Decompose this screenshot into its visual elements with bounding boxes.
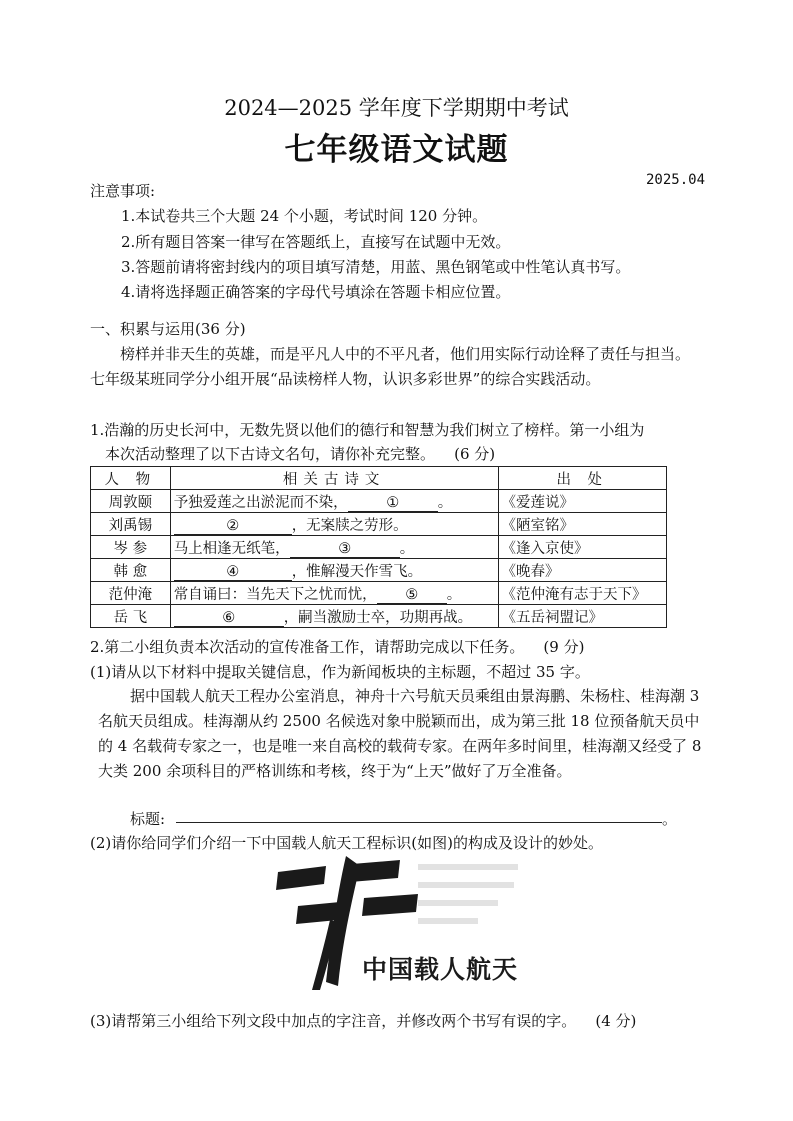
source-cell: 《陋室铭》 xyxy=(498,513,666,536)
answer-blank[interactable]: ④ xyxy=(174,564,292,581)
table-row xyxy=(91,490,667,513)
question-2-sub2: (2)请你给同学们介绍一下中国载人航天工程标识(如图)的构成及设计的妙处。 xyxy=(90,834,603,852)
person-cell: 韩 愈 xyxy=(91,559,171,582)
question-3-line: (3)请帮第三小组给下列文段中加点的字注音，并修改两个书写有误的字。 (4 分) xyxy=(90,1012,637,1030)
space-program-logo-figure xyxy=(268,850,526,992)
table-row xyxy=(91,559,667,582)
source-cell: 《爱莲说》 xyxy=(498,490,666,513)
poem-table xyxy=(90,466,667,628)
question-1-line2: 本次活动整理了以下古诗文名句，请你补充完整。 (6 分) xyxy=(105,445,496,463)
question-1-line1: 1.浩瀚的历史长河中，无数先贤以他们的德行和智慧为我们树立了榜样。第一小组为 xyxy=(90,421,645,439)
source-cell: 《晚春》 xyxy=(498,559,666,582)
notice-item: 4.请将选择题正确答案的字母代号填涂在答题卡相应位置。 xyxy=(121,283,511,301)
poem-cell: ④ ，惟解漫天作雪飞。 xyxy=(170,559,498,582)
poem-cell: ② ，无案牍之劳形。 xyxy=(170,513,498,536)
table-row xyxy=(91,605,667,628)
table-row xyxy=(91,582,667,605)
question-score: (4 分) xyxy=(595,1012,637,1030)
poem-cell: 马上相逢无纸笔， ③ 。 xyxy=(170,536,498,559)
section-heading: 一、积累与运用(36 分) xyxy=(90,320,246,338)
exam-title: 七年级语文试题 xyxy=(284,132,509,168)
section-intro: 榜样并非天生的英雄，而是平凡人中的不平凡者，他们用实际行动诠释了责任与担当。七年级某班同学分小组开展“品读榜样人物，认识多彩世界”的综合实践活动。 xyxy=(90,345,691,388)
question-2-line: 2.第二小组负责本次活动的宣传准备工作，请帮助完成以下任务。 (9 分) xyxy=(90,638,585,656)
logo-caption: 中国载人航天 xyxy=(362,955,519,984)
notice-item: 2.所有题目答案一律写在答题纸上，直接写在试题中无效。 xyxy=(121,233,511,251)
table-row xyxy=(91,513,667,536)
question-2-sub1: (1)请从以下材料中提取关键信息，作为新闻板块的主标题，不超过 35 字。 xyxy=(90,663,590,681)
source-cell: 《五岳祠盟记》 xyxy=(498,605,666,628)
answer-blank[interactable]: ⑥ xyxy=(174,610,284,627)
table-header-row xyxy=(91,467,667,490)
person-cell: 周敦颐 xyxy=(91,490,171,513)
poem-cell: 常自诵曰：当先天下之忧而忧， ⑤ 。 xyxy=(170,582,498,605)
title-label: 标题: xyxy=(130,810,166,828)
answer-blank[interactable]: ① xyxy=(348,495,438,512)
title-answer-line[interactable] xyxy=(176,822,662,823)
exam-date: 2025.04 xyxy=(646,172,706,188)
title-end-punct: 。 xyxy=(662,810,678,828)
answer-blank[interactable]: ② xyxy=(174,518,292,535)
source-cell: 《逢入京使》 xyxy=(498,536,666,559)
source-cell: 《范仲淹有志于天下》 xyxy=(498,582,666,605)
column-header: 人 物 xyxy=(91,467,171,490)
question-score: (9 分) xyxy=(543,638,585,656)
poem-cell: ⑥ ，嗣当激励士卒，功期再战。 xyxy=(170,605,498,628)
answer-blank[interactable]: ③ xyxy=(290,541,400,558)
column-header: 出 处 xyxy=(498,467,666,490)
notice-item: 3.答题前请将密封线内的项目填写清楚，用蓝、黑色钢笔或中性笔认真书写。 xyxy=(121,258,631,276)
column-header: 相关古诗文 xyxy=(170,467,498,490)
news-material: 据中国载人航天工程办公室消息，神舟十六号航天员乘组由景海鹏、朱杨柱、桂海潮 3 名航天员组成。桂海潮从约 2500 名候选对象中脱颖而出，成为第三批 18 位预备航天员中的 4 名载荷专家之一，也是唯一来自高校的载荷专家。在两年多时间里，桂海潮又经受了 8 大类 200 余项科目的严格训练和考核，终于为“上天”做好了万全准备。 xyxy=(98,687,702,780)
poem-cell: 予独爱莲之出淤泥而不染， ① 。 xyxy=(170,490,498,513)
person-cell: 岑 参 xyxy=(91,536,171,559)
notice-item: 1.本试卷共三个大题 24 个小题，考试时间 120 分钟。 xyxy=(121,207,488,225)
answer-blank[interactable]: ⑤ xyxy=(377,587,447,604)
person-cell: 岳 飞 xyxy=(91,605,171,628)
question-score: (6 分) xyxy=(454,445,496,463)
person-cell: 刘禹锡 xyxy=(91,513,171,536)
table-row xyxy=(91,536,667,559)
person-cell: 范仲淹 xyxy=(91,582,171,605)
exam-subtitle: 2024—2025 学年度下学期期中考试 xyxy=(224,96,569,120)
notice-heading: 注意事项: xyxy=(90,182,156,200)
